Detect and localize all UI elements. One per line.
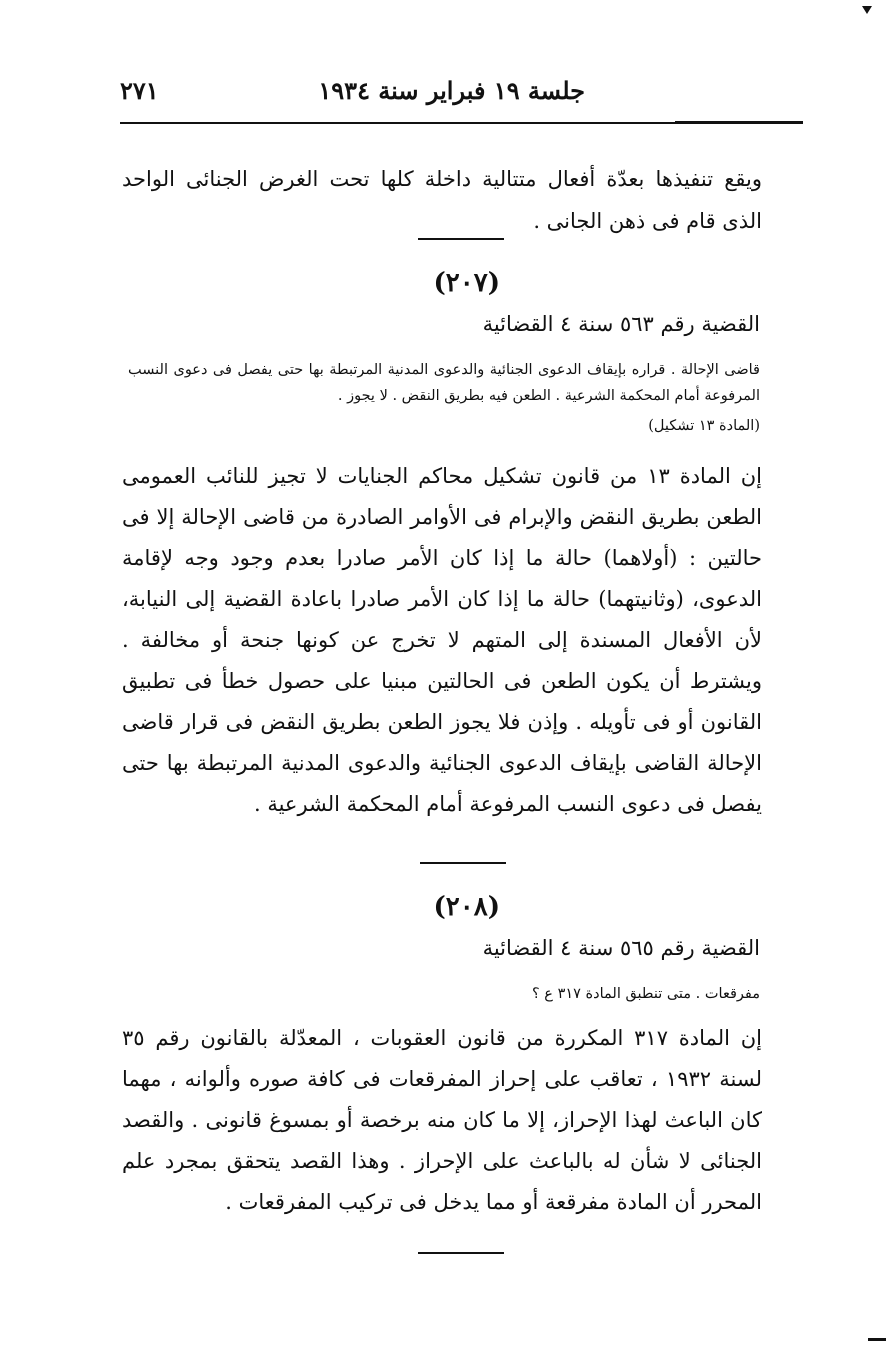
case-summary: مفرقعات . متى تنطبق المادة ٣١٧ ع ؟ <box>531 986 760 1002</box>
case-number: (٢٠٨) <box>433 892 500 922</box>
case-summary: قاضى الإحالة . قراره بإيقاف الدعوى الجنائية والدعوى المدنية المرتبطة بها حتى يفصل فى دعوى النسب المرفوعة أمام المحكمة الشرعية . الطعن فيه بطريق النقض . لا يجوز . <box>128 362 760 404</box>
page-edge-mark <box>868 1338 886 1341</box>
case-number: (٢٠٧) <box>433 268 500 298</box>
page-corner-mark <box>862 6 872 14</box>
article-reference: (المادة ١٣ تشكيل) <box>648 418 760 434</box>
section-divider <box>420 862 506 864</box>
section-divider <box>418 238 504 240</box>
case-reference: القضية رقم ٥٦٥ سنة ٤ القضائية <box>482 936 760 960</box>
session-title: جلسة ١٩ فبراير سنة ١٩٣٤ <box>318 76 585 105</box>
section-divider <box>418 1252 504 1254</box>
case-reference: القضية رقم ٥٦٣ سنة ٤ القضائية <box>482 312 760 336</box>
page-number: ٢٧١ <box>120 76 159 105</box>
lead-paragraph: ويقع تنفيذها بعدّة أفعال متتالية داخلة كلها تحت الغرض الجنائى الواحد الذى قام فى ذهن الجانى . <box>122 167 762 233</box>
header-rule <box>120 122 803 124</box>
case-body: إن المادة ٣١٧ المكررة من قانون العقوبات ، المعدّلة بالقانون رقم ٣٥ لسنة ١٩٣٢ ، تعاقب على إحراز المفرقعات فى كافة صوره وألوانه ، مهما كان الباعث لهذا الإحراز، إلا ما كان منه برخصة أو بمسوغ قانونى . والقصد الجنائى لا شأن له بالباعث على الإحراز . وهذا القصد يتحقق بمجرد علم المحرر أن المادة مفرقعة أو مما يدخل فى تركيب المفرقعات . <box>122 1026 762 1214</box>
page-header <box>120 76 760 112</box>
header-rule-accent <box>675 121 803 122</box>
case-body: إن المادة ١٣ من قانون تشكيل محاكم الجنايات لا تجيز للنائب العمومى الطعن بطريق النقض والإبرام فى الأوامر الصادرة من قاضى الإحالة إلا فى حالتين : (أولاهما) حالة ما إذا كان الأمر صادرا بعدم وجود وجه لإقامة الدعوى، (وثانيتهما) حالة ما إذا كان الأمر صادرا باعادة القضية إلى النيابة، لأن الأفعال المسندة إلى المتهم لا تخرج عن كونها جنحة أو مخالفة . ويشترط أن يكون الطعن فى الحالتين مبنيا على حصول خطأ فى تطبيق القانون أو فى تأويله . وإذن فلا يجوز الطعن بطريق النقض فى قرار قاضى الإحالة القاضى بإيقاف الدعوى الجنائية والدعوى المدنية المرتبطة بها حتى يفصل فى دعوى النسب المرفوعة أمام المحكمة الشرعية . <box>122 464 762 816</box>
